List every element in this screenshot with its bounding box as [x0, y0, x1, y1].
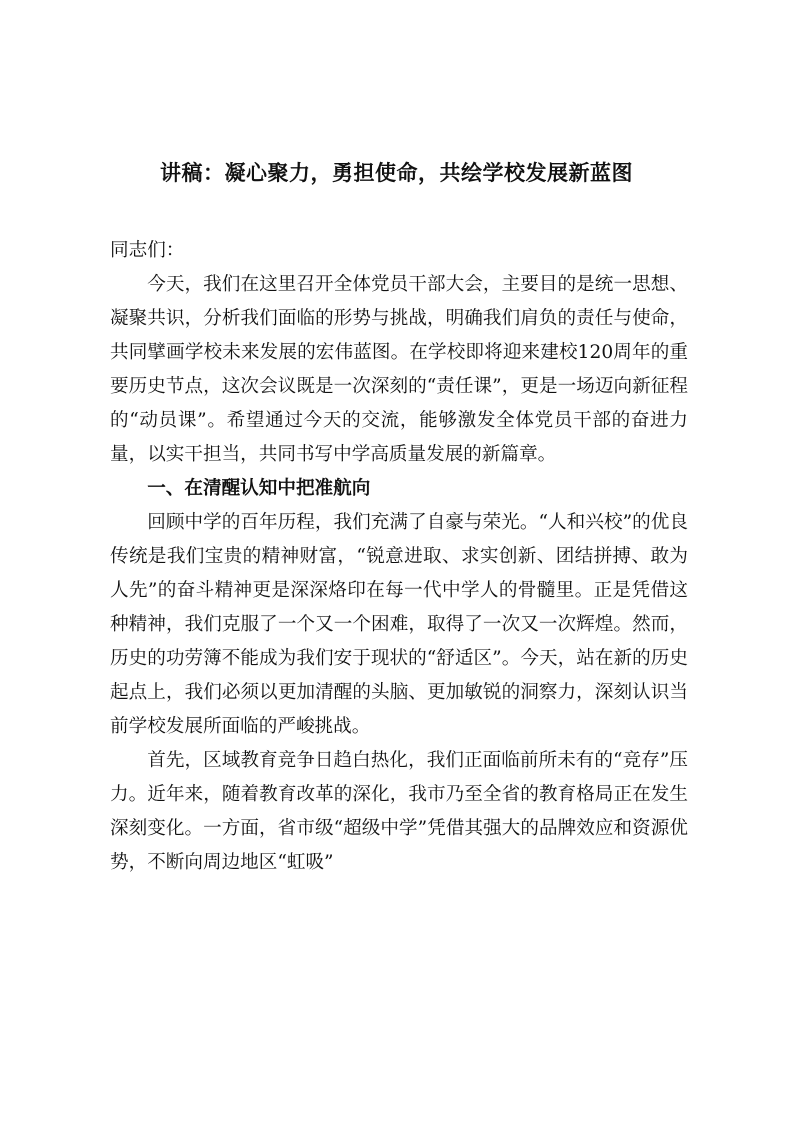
paragraph-challenges: 首先，区域教育竞争日趋白热化，我们正面临前所未有的“竞存”压力。近年来，随着教育改革的深化，我市乃至全省的教育格局正在发生深刻变化。一方面，省市级“超级中学”凭借其强大的品牌效应和资源优势，不断向周边地区“虹吸” [110, 750, 688, 873]
section-heading: 一、在清醒认知中把准航向 [147, 478, 371, 499]
paragraph-intro: 今天，我们在这里召开全体党员干部大会，主要目的是统一思想、凝聚共识，分析我们面临的形势与挑战，明确我们肩负的责任与使命，共同擘画学校未来发展的宏伟蓝图。在学校即将迎来建校120周年的重要历史节点，这次会议既是一次深刻的“责任课”，更是一场迈向新征程的“动员课”。希望通过今天的交流，能够激发全体党员干部的奋进力量，以实干担当，共同书写中学高质量发展的新篇章。 [110, 274, 688, 465]
document-title: 讲稿：凝心聚力，勇担使命，共绘学校发展新蓝图 [160, 161, 633, 185]
salutation: 同志们： [110, 240, 185, 261]
document-body [110, 234, 688, 880]
paragraph-history: 回顾中学的百年历程，我们充满了自豪与荣光。“人和兴校”的优良传统是我们宝贵的精神财富，“锐意进取、求实创新、团结拼搏、敢为人先”的奋斗精神更是深深烙印在每一代中学人的骨髓里。正是凭借这种精神，我们克服了一个又一个困难，取得了一次又一次辉煌。然而，历史的功劳簿不能成为我们安于现状的“舒适区”。今天，站在新的历史起点上，我们必须以更加清醒的头脑、更加敏锐的洞察力，深刻认识当前学校发展所面临的严峻挑战。 [110, 512, 688, 737]
